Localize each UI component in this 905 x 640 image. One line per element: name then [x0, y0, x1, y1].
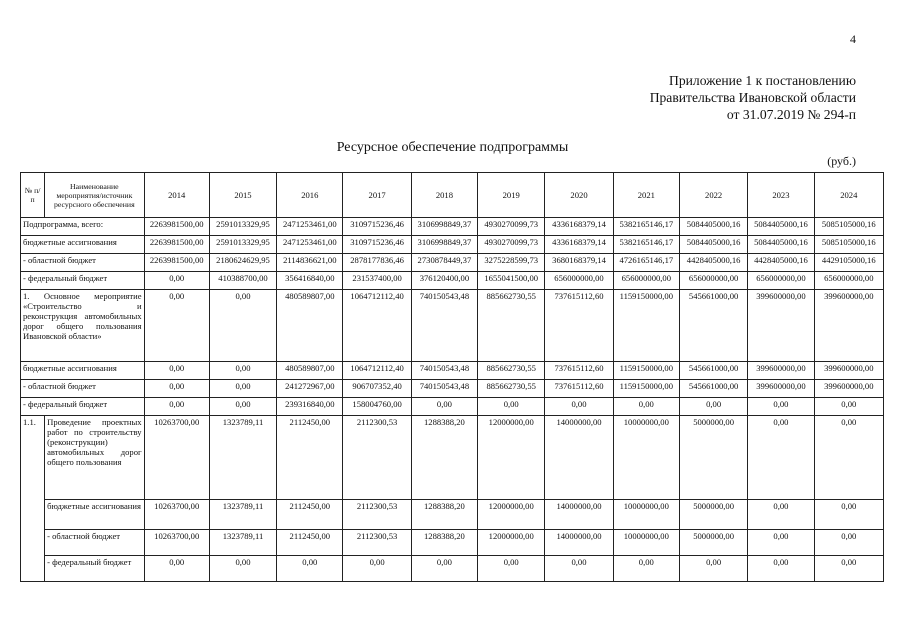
value-cell: 0,00: [411, 556, 477, 582]
value-cell: 3109715236,46: [343, 236, 411, 254]
value-cell: 2730878449,37: [411, 254, 477, 272]
row-label: бюджетные ассигнования: [45, 500, 144, 530]
value-cell: 0,00: [748, 530, 814, 556]
appendix-line-3: от 31.07.2019 № 294-п: [726, 107, 856, 122]
row-label: - областной бюджет: [21, 254, 145, 272]
value-cell: 0,00: [613, 556, 679, 582]
value-cell: 2471253461,00: [277, 218, 343, 236]
value-cell: 2471253461,00: [277, 236, 343, 254]
value-cell: 5000000,00: [679, 500, 747, 530]
value-cell: 10000000,00: [613, 530, 679, 556]
table-row: [21, 416, 884, 500]
value-cell: 12000000,00: [478, 500, 545, 530]
header-year: 2019: [478, 173, 545, 218]
value-cell: 4336168379,14: [545, 236, 613, 254]
value-cell: 399600000,00: [748, 362, 814, 380]
value-cell: 0,00: [748, 500, 814, 530]
value-cell: 231537400,00: [343, 272, 411, 290]
value-cell: 1323789,11: [209, 416, 276, 500]
value-cell: 740150543,48: [411, 380, 477, 398]
value-cell: 4429105000,16: [814, 254, 883, 272]
value-cell: 0,00: [144, 362, 209, 380]
value-cell: 737615112,60: [545, 290, 613, 362]
row-label: бюджетные ассигнования: [21, 236, 145, 254]
value-cell: 2591013329,95: [209, 218, 276, 236]
value-cell: 0,00: [277, 556, 343, 582]
value-cell: 5084405000,16: [748, 218, 814, 236]
value-cell: 0,00: [209, 380, 276, 398]
value-cell: 3680168379,14: [545, 254, 613, 272]
value-cell: 12000000,00: [478, 530, 545, 556]
table-row: [21, 254, 884, 272]
value-cell: 14000000,00: [545, 500, 613, 530]
value-cell: 0,00: [144, 380, 209, 398]
value-cell: 1288388,20: [411, 500, 477, 530]
value-cell: 0,00: [679, 556, 747, 582]
header-year: 2017: [343, 173, 411, 218]
value-cell: 885662730,55: [478, 380, 545, 398]
table-row: [21, 398, 884, 416]
value-cell: 2878177836,46: [343, 254, 411, 272]
header-year: 2020: [545, 173, 613, 218]
value-cell: 4428405000,16: [679, 254, 747, 272]
value-cell: 0,00: [144, 556, 209, 582]
value-cell: 399600000,00: [814, 290, 883, 362]
table-row: [21, 272, 884, 290]
value-cell: 3275228599,73: [478, 254, 545, 272]
value-cell: 5085105000,16: [814, 236, 883, 254]
value-cell: 0,00: [209, 362, 276, 380]
value-cell: 5382165146,17: [613, 218, 679, 236]
sub-event-label: Проведение проектных работ по строительству (реконструкции) автомобильных дорог общего пользования: [45, 416, 144, 500]
value-cell: 3106998849,37: [411, 236, 477, 254]
row-label: - федеральный бюджет: [21, 272, 145, 290]
value-cell: 0,00: [748, 398, 814, 416]
value-cell: 399600000,00: [814, 380, 883, 398]
value-cell: 10000000,00: [613, 416, 679, 500]
header-year: 2018: [411, 173, 477, 218]
value-cell: 10000000,00: [613, 500, 679, 530]
value-cell: 1159150000,00: [613, 380, 679, 398]
unit-label: (руб.): [827, 154, 856, 168]
value-cell: 0,00: [545, 398, 613, 416]
value-cell: 2112450,00: [277, 530, 343, 556]
header-year: 2022: [679, 173, 747, 218]
value-cell: 0,00: [814, 530, 883, 556]
value-cell: 4726165146,17: [613, 254, 679, 272]
value-cell: 737615112,60: [545, 362, 613, 380]
value-cell: 5000000,00: [679, 416, 747, 500]
value-cell: 1064712112,40: [343, 290, 411, 362]
value-cell: 5084405000,16: [748, 236, 814, 254]
value-cell: 5382165146,17: [613, 236, 679, 254]
header-row: [21, 173, 884, 218]
value-cell: 10263700,00: [144, 416, 209, 500]
value-cell: 241272967,00: [277, 380, 343, 398]
table-row: [21, 362, 884, 380]
value-cell: 3109715236,46: [343, 218, 411, 236]
value-cell: 0,00: [814, 398, 883, 416]
value-cell: 410388700,00: [209, 272, 276, 290]
value-cell: 0,00: [748, 556, 814, 582]
value-cell: 0,00: [814, 556, 883, 582]
value-cell: 2263981500,00: [144, 236, 209, 254]
row-label: - федеральный бюджет: [21, 398, 145, 416]
value-cell: 1655041500,00: [478, 272, 545, 290]
value-cell: 656000000,00: [545, 272, 613, 290]
row-label: - областной бюджет: [21, 380, 145, 398]
sub-event-num: 1.1.: [21, 416, 45, 582]
value-cell: 2114836621,00: [277, 254, 343, 272]
value-cell: 3106998849,37: [411, 218, 477, 236]
appendix-block: [650, 72, 856, 123]
page-number: 4: [850, 32, 856, 46]
value-cell: 906707352,40: [343, 380, 411, 398]
value-cell: 545661000,00: [679, 290, 747, 362]
value-cell: 5000000,00: [679, 530, 747, 556]
value-cell: 1323789,11: [209, 530, 276, 556]
value-cell: 656000000,00: [613, 272, 679, 290]
value-cell: 14000000,00: [545, 530, 613, 556]
header-year: 2024: [814, 173, 883, 218]
value-cell: 545661000,00: [679, 362, 747, 380]
value-cell: 2180624629,95: [209, 254, 276, 272]
value-cell: 4428405000,16: [748, 254, 814, 272]
value-cell: 545661000,00: [679, 380, 747, 398]
header-name: Наименование мероприятия/источник ресурсного обеспечения: [45, 173, 144, 218]
table-row: [21, 290, 884, 362]
value-cell: 2263981500,00: [144, 218, 209, 236]
value-cell: 0,00: [814, 500, 883, 530]
value-cell: 885662730,55: [478, 362, 545, 380]
value-cell: 0,00: [613, 398, 679, 416]
value-cell: 0,00: [478, 556, 545, 582]
value-cell: 0,00: [545, 556, 613, 582]
value-cell: 1159150000,00: [613, 290, 679, 362]
value-cell: 480589807,00: [277, 290, 343, 362]
value-cell: 0,00: [343, 556, 411, 582]
appendix-line-2: Правительства Ивановской области: [649, 90, 856, 105]
resource-table: [20, 172, 884, 582]
value-cell: 14000000,00: [545, 416, 613, 500]
table-row: [21, 556, 884, 582]
table-row: [21, 380, 884, 398]
value-cell: 399600000,00: [814, 362, 883, 380]
value-cell: 0,00: [478, 398, 545, 416]
value-cell: 2112300,53: [343, 416, 411, 500]
value-cell: 356416840,00: [277, 272, 343, 290]
row-label: Подпрограмма, всего:: [21, 218, 145, 236]
row-label: бюджетные ассигнования: [21, 362, 145, 380]
value-cell: 2112450,00: [277, 416, 343, 500]
value-cell: 2263981500,00: [144, 254, 209, 272]
value-cell: 1159150000,00: [613, 362, 679, 380]
value-cell: 12000000,00: [478, 416, 545, 500]
row-label: - областной бюджет: [45, 530, 144, 556]
value-cell: 2112300,53: [343, 500, 411, 530]
header-year: 2016: [277, 173, 343, 218]
value-cell: 4930270099,73: [478, 218, 545, 236]
value-cell: 158004760,00: [343, 398, 411, 416]
header-year: 2023: [748, 173, 814, 218]
value-cell: 740150543,48: [411, 290, 477, 362]
main-event-label: 1. Основное мероприятие «Строительство и реконструкция автомобильных дорог общего пользования Ивановской области»: [21, 290, 145, 362]
value-cell: 2112300,53: [343, 530, 411, 556]
value-cell: 10263700,00: [144, 530, 209, 556]
value-cell: 399600000,00: [748, 380, 814, 398]
value-cell: 0,00: [144, 290, 209, 362]
value-cell: 656000000,00: [814, 272, 883, 290]
value-cell: 2591013329,95: [209, 236, 276, 254]
value-cell: 737615112,60: [545, 380, 613, 398]
header-year: 2014: [144, 173, 209, 218]
value-cell: 0,00: [209, 556, 276, 582]
value-cell: 656000000,00: [679, 272, 747, 290]
value-cell: 0,00: [679, 398, 747, 416]
value-cell: 740150543,48: [411, 362, 477, 380]
value-cell: 1288388,20: [411, 416, 477, 500]
appendix-line-1: Приложение 1 к постановлению: [669, 73, 856, 88]
value-cell: 5085105000,16: [814, 218, 883, 236]
value-cell: 0,00: [411, 398, 477, 416]
value-cell: 0,00: [144, 398, 209, 416]
value-cell: 5084405000,16: [679, 236, 747, 254]
value-cell: 4930270099,73: [478, 236, 545, 254]
value-cell: 1323789,11: [209, 500, 276, 530]
row-label: - федеральный бюджет: [45, 556, 144, 582]
value-cell: 376120400,00: [411, 272, 477, 290]
table-row: [21, 530, 884, 556]
document-title: Ресурсное обеспечение подпрограммы: [336, 140, 569, 155]
value-cell: 10263700,00: [144, 500, 209, 530]
table-row: [21, 236, 884, 254]
value-cell: 4336168379,14: [545, 218, 613, 236]
value-cell: 1288388,20: [411, 530, 477, 556]
value-cell: 0,00: [209, 398, 276, 416]
value-cell: 1064712112,40: [343, 362, 411, 380]
value-cell: 0,00: [209, 290, 276, 362]
value-cell: 0,00: [814, 416, 883, 500]
header-num: № п/п: [21, 173, 45, 218]
value-cell: 2112450,00: [277, 500, 343, 530]
header-year: 2021: [613, 173, 679, 218]
value-cell: 0,00: [748, 416, 814, 500]
value-cell: 656000000,00: [748, 272, 814, 290]
value-cell: 480589807,00: [277, 362, 343, 380]
value-cell: 399600000,00: [748, 290, 814, 362]
value-cell: 885662730,55: [478, 290, 545, 362]
value-cell: 0,00: [144, 272, 209, 290]
table-row: [21, 500, 884, 530]
value-cell: 5084405000,16: [679, 218, 747, 236]
header-year: 2015: [209, 173, 276, 218]
value-cell: 239316840,00: [277, 398, 343, 416]
table-body: [21, 173, 884, 582]
table-row: [21, 218, 884, 236]
